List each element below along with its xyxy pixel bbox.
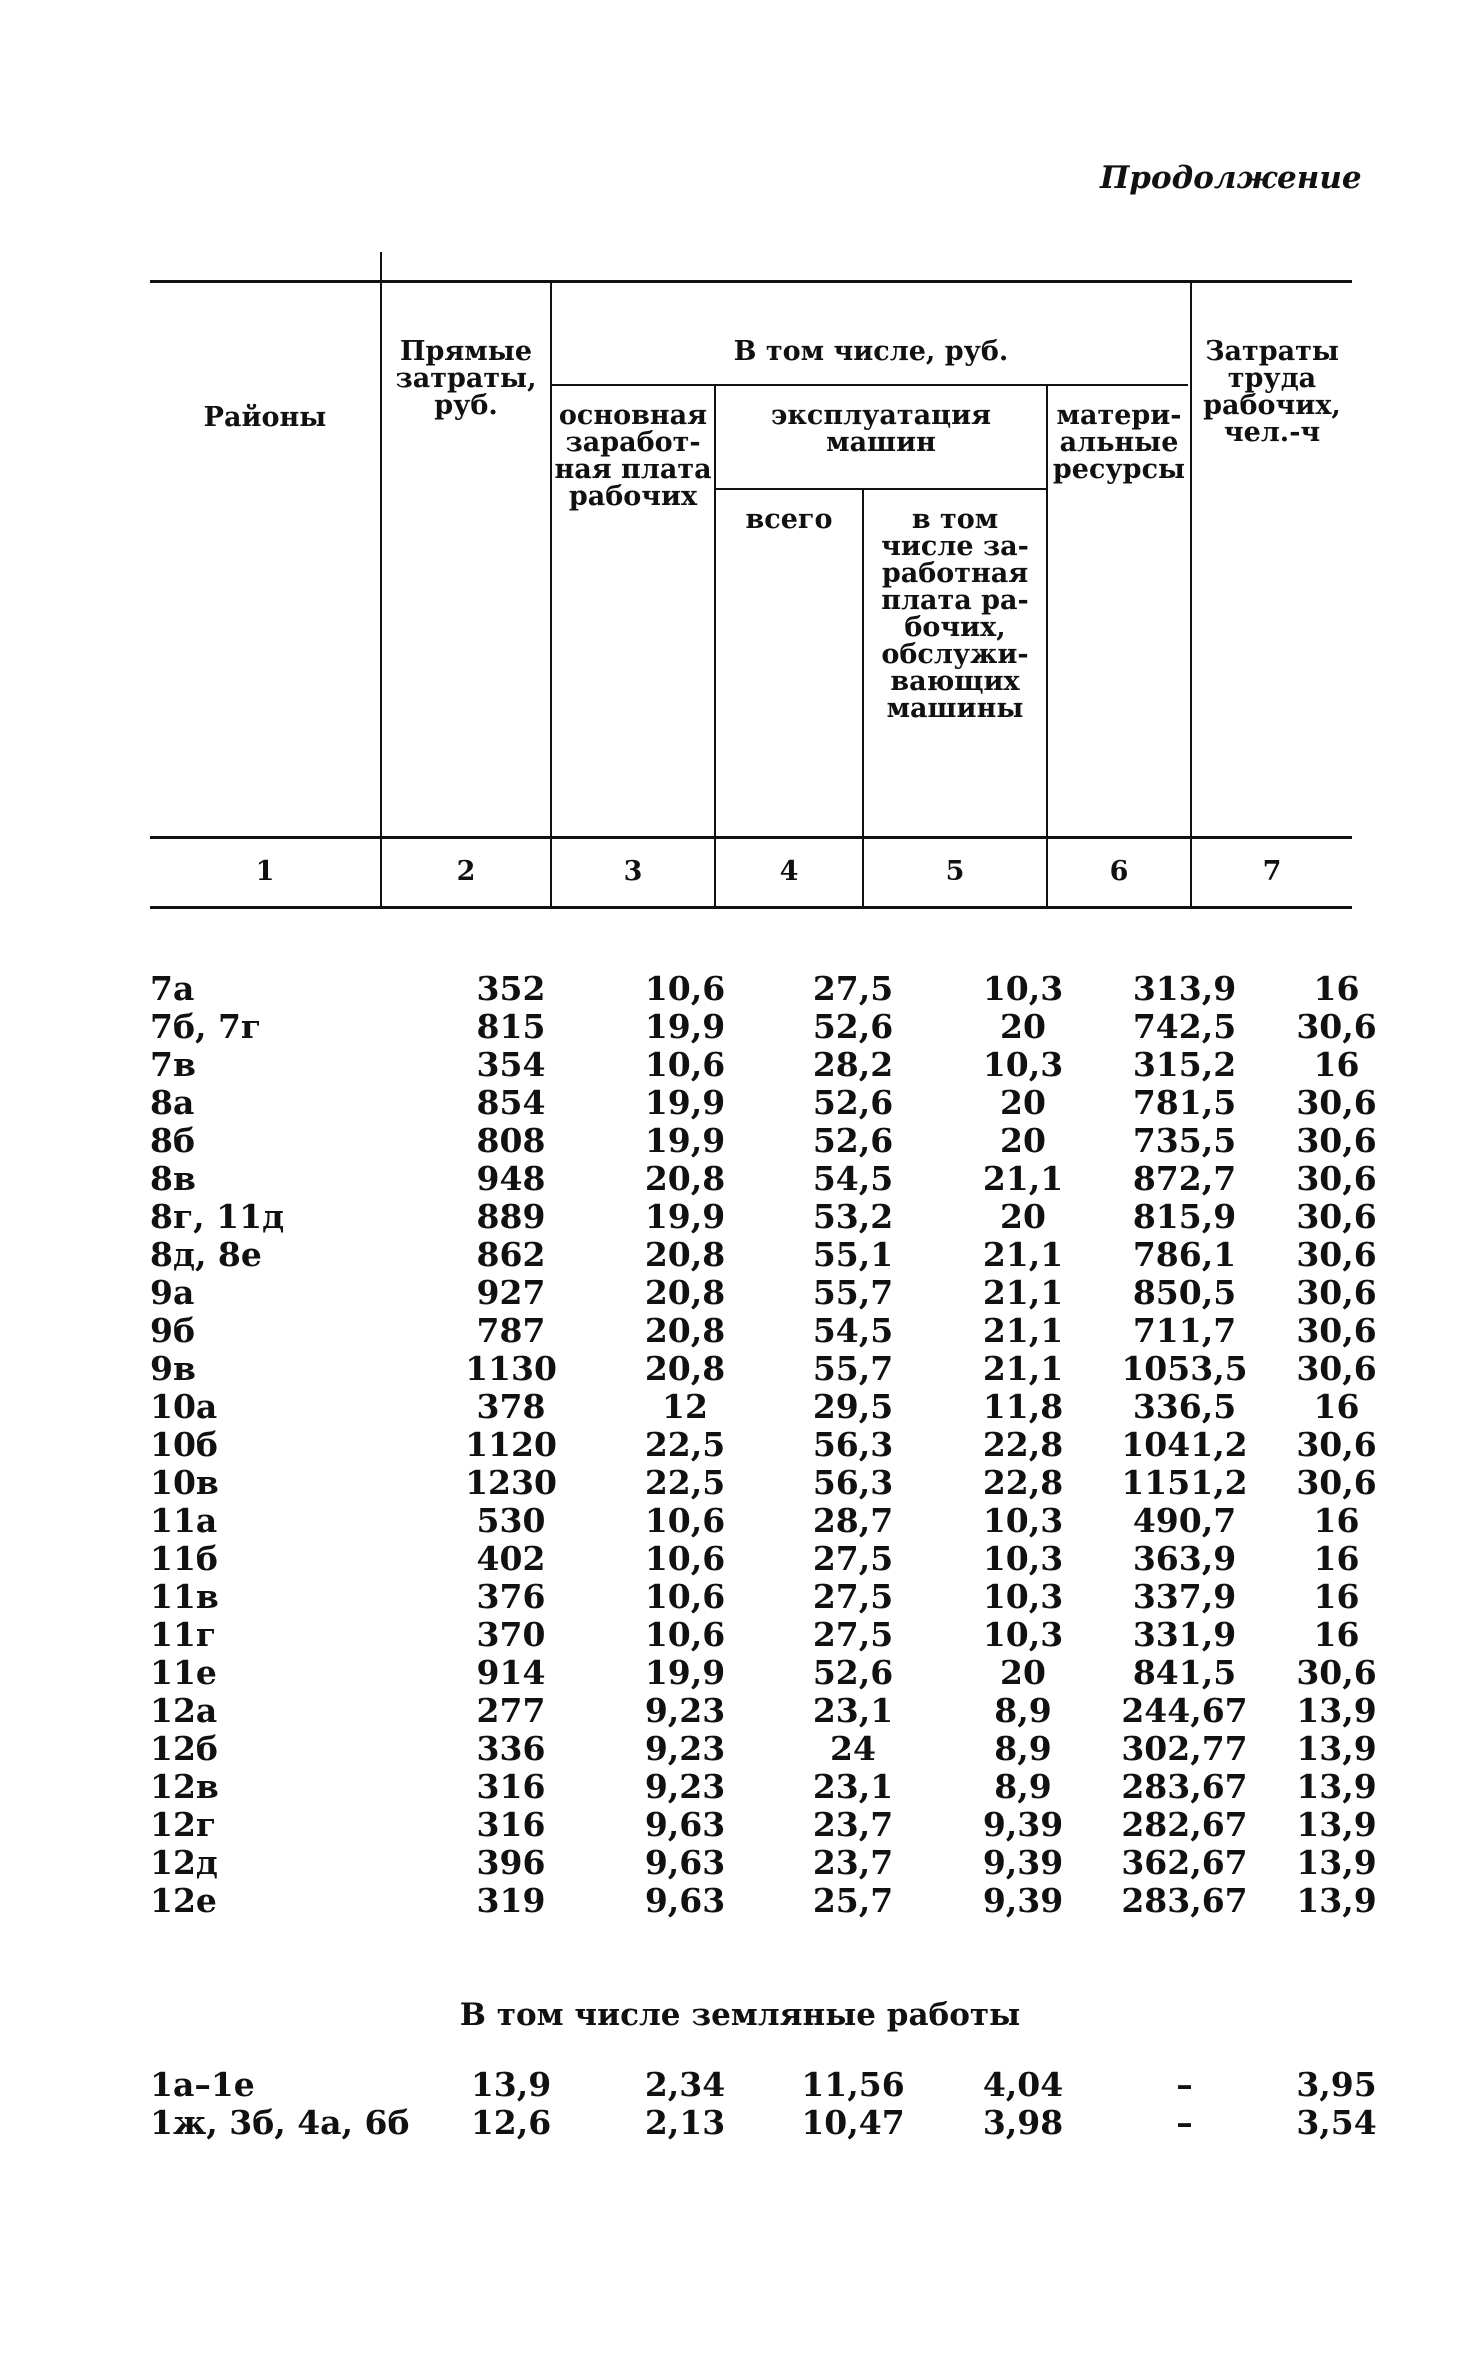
cell-region: 11а xyxy=(150,1501,218,1540)
cell-base-wages: 20,8 xyxy=(644,1311,726,1350)
cell-machine-total: 29,5 xyxy=(812,1387,894,1426)
cell-machine-wages: 11,8 xyxy=(982,1387,1064,1426)
table-row xyxy=(150,1426,1412,1464)
continuation-label: Продолжение xyxy=(1100,160,1362,196)
cell-base-wages: 10,6 xyxy=(644,1045,726,1084)
cell-labor: 30,6 xyxy=(1296,1311,1377,1350)
table-row xyxy=(150,1008,1412,1046)
cell-base-wages: 22,5 xyxy=(644,1463,726,1502)
table-row xyxy=(150,1084,1412,1122)
cell-labor: 13,9 xyxy=(1296,1691,1377,1730)
cell-direct-costs: 1230 xyxy=(465,1463,557,1502)
cell-direct-costs: 815 xyxy=(476,1007,546,1046)
cell-base-wages: 9,63 xyxy=(644,1881,726,1920)
cell-region: 10б xyxy=(150,1425,218,1464)
cell-base-wages: 10,6 xyxy=(644,1501,726,1540)
cell-machine-total: 55,7 xyxy=(812,1349,894,1388)
cell-base-wages: 10,6 xyxy=(644,1615,726,1654)
cell-machine-total: 23,1 xyxy=(812,1691,894,1730)
header-regions: Районы xyxy=(203,402,327,433)
cell-labor: 30,6 xyxy=(1296,1121,1377,1160)
column-number-6: 6 xyxy=(1109,856,1129,887)
cell-machine-total: 24 xyxy=(830,1729,876,1768)
table-row xyxy=(150,1312,1412,1350)
cell-materials: 872,7 xyxy=(1132,1159,1237,1198)
cell-base-wages: 19,9 xyxy=(644,1197,726,1236)
cell-materials: 1151,2 xyxy=(1121,1463,1248,1502)
cell-labor: 16 xyxy=(1313,1615,1360,1654)
cell-region: 12в xyxy=(150,1767,219,1806)
cell-region: 9в xyxy=(150,1349,196,1388)
cell-labor: 30,6 xyxy=(1296,1235,1377,1274)
column-number-2: 2 xyxy=(456,856,476,887)
cell-machine-wages: 9,39 xyxy=(982,1805,1064,1844)
cell-region: 8а xyxy=(150,1083,195,1122)
table-row xyxy=(150,1046,1412,1084)
cell-labor: 16 xyxy=(1313,1539,1360,1578)
cell-machine-wages: 22,8 xyxy=(982,1463,1064,1502)
cell-region: 12б xyxy=(150,1729,218,1768)
cell-machine-wages: 10,3 xyxy=(982,1577,1064,1616)
cell-machine-wages: 20 xyxy=(1000,1083,1046,1122)
header-including-group: В том числе, руб. xyxy=(733,336,1009,367)
cell-labor: 30,6 xyxy=(1296,1159,1377,1198)
cell-machine-wages: 10,3 xyxy=(982,1615,1064,1654)
cell-machine-wages: 8,9 xyxy=(994,1767,1052,1806)
cell-labor: 30,6 xyxy=(1296,1653,1377,1692)
cell-machine-wages: 20 xyxy=(1000,1653,1046,1692)
table-row xyxy=(150,1388,1412,1426)
cell-region: 11г xyxy=(150,1615,217,1654)
cell-region: 12а xyxy=(150,1691,218,1730)
table-row xyxy=(150,1730,1412,1768)
cell-labor: 3,95 xyxy=(1296,2065,1377,2104)
column-number-4: 4 xyxy=(779,856,799,887)
cell-machine-total: 27,5 xyxy=(812,1577,894,1616)
table-row xyxy=(150,1464,1412,1502)
cell-machine-wages: 21,1 xyxy=(982,1235,1064,1274)
cell-machine-total: 52,6 xyxy=(812,1083,894,1122)
cell-machine-wages: 20 xyxy=(1000,1121,1046,1160)
cell-base-wages: 10,6 xyxy=(644,1577,726,1616)
cell-labor: 13,9 xyxy=(1296,1805,1377,1844)
cell-materials: 244,67 xyxy=(1121,1691,1248,1730)
cell-labor: 30,6 xyxy=(1296,1349,1377,1388)
cell-labor: 13,9 xyxy=(1296,1843,1377,1882)
cell-materials: 282,67 xyxy=(1121,1805,1248,1844)
cell-materials: – xyxy=(1176,2065,1193,2104)
cell-machine-wages: 21,1 xyxy=(982,1311,1064,1350)
cell-materials: 302,77 xyxy=(1121,1729,1248,1768)
cost-table xyxy=(150,970,1412,1920)
cell-direct-costs: 914 xyxy=(476,1653,546,1692)
cell-base-wages: 9,23 xyxy=(644,1767,726,1806)
cell-direct-costs: 1130 xyxy=(465,1349,557,1388)
cell-direct-costs: 787 xyxy=(476,1311,546,1350)
cell-labor: 13,9 xyxy=(1296,1729,1377,1768)
cell-materials: 315,2 xyxy=(1132,1045,1237,1084)
cell-direct-costs: 316 xyxy=(476,1805,546,1844)
cell-region: 1ж, 3б, 4а, 6б xyxy=(150,2103,410,2142)
cell-direct-costs: 808 xyxy=(476,1121,546,1160)
cell-direct-costs: 889 xyxy=(476,1197,546,1236)
cell-region: 1а–1е xyxy=(150,2065,255,2104)
cell-base-wages: 10,6 xyxy=(644,969,726,1008)
cell-direct-costs: 530 xyxy=(476,1501,546,1540)
cell-machine-total: 53,2 xyxy=(812,1197,894,1236)
cell-base-wages: 19,9 xyxy=(644,1653,726,1692)
cell-materials: 313,9 xyxy=(1132,969,1237,1008)
cell-machine-wages: 9,39 xyxy=(982,1843,1064,1882)
table-row xyxy=(150,1882,1412,1920)
table-row xyxy=(150,1350,1412,1388)
table-row xyxy=(150,1844,1412,1882)
cell-machine-total: 52,6 xyxy=(812,1007,894,1046)
cell-direct-costs: 13,9 xyxy=(470,2065,552,2104)
cell-materials: 283,67 xyxy=(1121,1767,1248,1806)
table-row xyxy=(150,1236,1412,1274)
cell-region: 7в xyxy=(150,1045,196,1084)
cell-labor: 16 xyxy=(1313,1577,1360,1616)
cell-materials: 1041,2 xyxy=(1121,1425,1248,1464)
cell-machine-wages: 4,04 xyxy=(982,2065,1064,2104)
cell-direct-costs: 1120 xyxy=(465,1425,557,1464)
cell-machine-wages: 20 xyxy=(1000,1197,1046,1236)
cell-machine-wages: 8,9 xyxy=(994,1729,1052,1768)
cell-region: 7б, 7г xyxy=(150,1007,262,1046)
cell-machine-total: 28,7 xyxy=(812,1501,894,1540)
cell-direct-costs: 402 xyxy=(476,1539,546,1578)
cell-region: 11б xyxy=(150,1539,218,1578)
cell-machine-wages: 21,1 xyxy=(982,1273,1064,1312)
earthworks-table xyxy=(150,2066,1412,2142)
table-row xyxy=(150,1122,1412,1160)
header-base-wages: основная заработ- ная плата рабочих xyxy=(554,400,712,512)
cell-materials: 362,67 xyxy=(1121,1843,1248,1882)
table-row xyxy=(150,1768,1412,1806)
cell-machine-total: 23,7 xyxy=(812,1843,894,1882)
cell-base-wages: 2,34 xyxy=(644,2065,726,2104)
cell-region: 12е xyxy=(150,1881,217,1920)
col-divider-2 xyxy=(550,280,552,906)
cell-labor: 30,6 xyxy=(1296,1273,1377,1312)
cell-direct-costs: 854 xyxy=(476,1083,546,1122)
cell-machine-total: 52,6 xyxy=(812,1653,894,1692)
cell-machine-wages: 21,1 xyxy=(982,1159,1064,1198)
cell-base-wages: 10,6 xyxy=(644,1539,726,1578)
cell-direct-costs: 378 xyxy=(476,1387,546,1426)
cell-direct-costs: 316 xyxy=(476,1767,546,1806)
cell-labor: 30,6 xyxy=(1296,1425,1377,1464)
cell-labor: 16 xyxy=(1313,1045,1360,1084)
table-row xyxy=(150,1578,1412,1616)
column-number-1: 1 xyxy=(255,856,275,887)
table-row xyxy=(150,1806,1412,1844)
cell-machine-total: 25,7 xyxy=(812,1881,894,1920)
cell-labor: 30,6 xyxy=(1296,1463,1377,1502)
cell-machine-total: 54,5 xyxy=(812,1159,894,1198)
cell-machine-total: 23,7 xyxy=(812,1805,894,1844)
cell-materials: 786,1 xyxy=(1132,1235,1237,1274)
cell-materials: 363,9 xyxy=(1132,1539,1237,1578)
column-number-5: 5 xyxy=(945,856,965,887)
cell-base-wages: 20,8 xyxy=(644,1159,726,1198)
header-labor: Затраты труда рабочих, чел.-ч xyxy=(1203,336,1341,448)
cell-machine-wages: 10,3 xyxy=(982,1045,1064,1084)
cell-base-wages: 19,9 xyxy=(644,1121,726,1160)
header-top-rule xyxy=(150,280,1352,283)
cell-labor: 16 xyxy=(1313,1501,1360,1540)
cell-machine-total: 55,7 xyxy=(812,1273,894,1312)
cell-materials: 336,5 xyxy=(1132,1387,1237,1426)
cell-direct-costs: 927 xyxy=(476,1273,546,1312)
cell-base-wages: 19,9 xyxy=(644,1007,726,1046)
cell-materials: 815,9 xyxy=(1132,1197,1237,1236)
cell-region: 10в xyxy=(150,1463,219,1502)
cell-region: 12д xyxy=(150,1843,218,1882)
cell-machine-wages: 10,3 xyxy=(982,1501,1064,1540)
column-number-7: 7 xyxy=(1262,856,1282,887)
cell-region: 10а xyxy=(150,1387,218,1426)
table-row xyxy=(150,1654,1412,1692)
header-machine-total: всего xyxy=(745,504,833,535)
cell-materials: – xyxy=(1176,2103,1193,2142)
header-direct-costs: Прямые затраты, руб. xyxy=(395,336,537,421)
cell-direct-costs: 352 xyxy=(476,969,546,1008)
cell-labor: 30,6 xyxy=(1296,1197,1377,1236)
cell-direct-costs: 277 xyxy=(476,1691,546,1730)
cell-direct-costs: 396 xyxy=(476,1843,546,1882)
cell-base-wages: 9,23 xyxy=(644,1691,726,1730)
cell-labor: 30,6 xyxy=(1296,1083,1377,1122)
table-row xyxy=(150,1616,1412,1654)
cell-machine-total: 27,5 xyxy=(812,1615,894,1654)
cell-region: 7а xyxy=(150,969,195,1008)
table-row xyxy=(150,1274,1412,1312)
cell-machine-wages: 20 xyxy=(1000,1007,1046,1046)
header-materials: матери- альные ресурсы xyxy=(1052,400,1186,485)
col-divider-3 xyxy=(714,384,716,906)
cell-region: 8б xyxy=(150,1121,195,1160)
cell-materials: 1053,5 xyxy=(1121,1349,1248,1388)
table-row xyxy=(150,2104,1412,2142)
cell-machine-total: 52,6 xyxy=(812,1121,894,1160)
cell-labor: 3,54 xyxy=(1296,2103,1377,2142)
cell-region: 12г xyxy=(150,1805,217,1844)
cell-base-wages: 20,8 xyxy=(644,1235,726,1274)
cell-labor: 30,6 xyxy=(1296,1007,1377,1046)
cell-labor: 13,9 xyxy=(1296,1767,1377,1806)
cell-materials: 781,5 xyxy=(1132,1083,1237,1122)
cell-base-wages: 20,8 xyxy=(644,1349,726,1388)
cell-machine-total: 23,1 xyxy=(812,1767,894,1806)
cell-region: 9б xyxy=(150,1311,195,1350)
cell-materials: 742,5 xyxy=(1132,1007,1237,1046)
cell-materials: 490,7 xyxy=(1132,1501,1237,1540)
column-number-3: 3 xyxy=(623,856,643,887)
cell-base-wages: 9,23 xyxy=(644,1729,726,1768)
cell-machine-wages: 8,9 xyxy=(994,1691,1052,1730)
cell-machine-wages: 10,3 xyxy=(982,1539,1064,1578)
numbers-bottom-rule xyxy=(150,906,1352,909)
cell-base-wages: 12 xyxy=(662,1387,708,1426)
cell-base-wages: 9,63 xyxy=(644,1843,726,1882)
cell-base-wages: 22,5 xyxy=(644,1425,726,1464)
cell-direct-costs: 12,6 xyxy=(470,2103,552,2142)
cell-machine-total: 56,3 xyxy=(812,1425,894,1464)
cell-machine-wages: 9,39 xyxy=(982,1881,1064,1920)
cell-region: 11е xyxy=(150,1653,217,1692)
cell-labor: 16 xyxy=(1313,969,1360,1008)
cell-labor: 16 xyxy=(1313,1387,1360,1426)
machine-group-rule xyxy=(716,488,1048,490)
cell-machine-wages: 10,3 xyxy=(982,969,1064,1008)
table-row xyxy=(150,1692,1412,1730)
cell-machine-total: 10,47 xyxy=(801,2103,905,2142)
cell-materials: 850,5 xyxy=(1132,1273,1237,1312)
cell-machine-total: 27,5 xyxy=(812,1539,894,1578)
cell-direct-costs: 862 xyxy=(476,1235,546,1274)
header-bottom-rule xyxy=(150,836,1352,839)
cell-materials: 711,7 xyxy=(1132,1311,1237,1350)
cell-materials: 735,5 xyxy=(1132,1121,1237,1160)
cell-base-wages: 20,8 xyxy=(644,1273,726,1312)
header-machine-wages: в том числе за- работная плата ра- бочих, обслужи- вающих машины xyxy=(881,504,1029,724)
cell-direct-costs: 948 xyxy=(476,1159,546,1198)
cell-region: 11в xyxy=(150,1577,219,1616)
table-row xyxy=(150,1540,1412,1578)
cell-machine-wages: 3,98 xyxy=(982,2103,1064,2142)
cell-machine-total: 27,5 xyxy=(812,969,894,1008)
cell-materials: 283,67 xyxy=(1121,1881,1248,1920)
cell-base-wages: 2,13 xyxy=(644,2103,726,2142)
cell-direct-costs: 319 xyxy=(476,1881,546,1920)
cell-base-wages: 19,9 xyxy=(644,1083,726,1122)
cell-machine-wages: 21,1 xyxy=(982,1349,1064,1388)
cell-labor: 13,9 xyxy=(1296,1881,1377,1920)
cell-region: 9а xyxy=(150,1273,195,1312)
cell-direct-costs: 376 xyxy=(476,1577,546,1616)
cell-machine-wages: 22,8 xyxy=(982,1425,1064,1464)
table-row xyxy=(150,2066,1412,2104)
cell-materials: 331,9 xyxy=(1132,1615,1237,1654)
cell-direct-costs: 370 xyxy=(476,1615,546,1654)
cell-machine-total: 56,3 xyxy=(812,1463,894,1502)
header-machine-operation: эксплуатация машин xyxy=(770,400,992,458)
table-row xyxy=(150,1198,1412,1236)
table-row xyxy=(150,1502,1412,1540)
cell-materials: 841,5 xyxy=(1132,1653,1237,1692)
group-rule xyxy=(552,384,1188,386)
cell-direct-costs: 354 xyxy=(476,1045,546,1084)
cell-direct-costs: 336 xyxy=(476,1729,546,1768)
cell-region: 8д, 8е xyxy=(150,1235,262,1274)
cell-region: 8в xyxy=(150,1159,196,1198)
cell-machine-total: 54,5 xyxy=(812,1311,894,1350)
cell-region: 8г, 11д xyxy=(150,1197,285,1236)
cell-machine-total: 28,2 xyxy=(812,1045,894,1084)
cell-materials: 337,9 xyxy=(1132,1577,1237,1616)
cell-base-wages: 9,63 xyxy=(644,1805,726,1844)
subsection-title: В том числе земляные работы xyxy=(459,1997,1021,2033)
cell-machine-total: 11,56 xyxy=(801,2065,905,2104)
cell-machine-total: 55,1 xyxy=(812,1235,894,1274)
table-row xyxy=(150,970,1412,1008)
table-row xyxy=(150,1160,1412,1198)
